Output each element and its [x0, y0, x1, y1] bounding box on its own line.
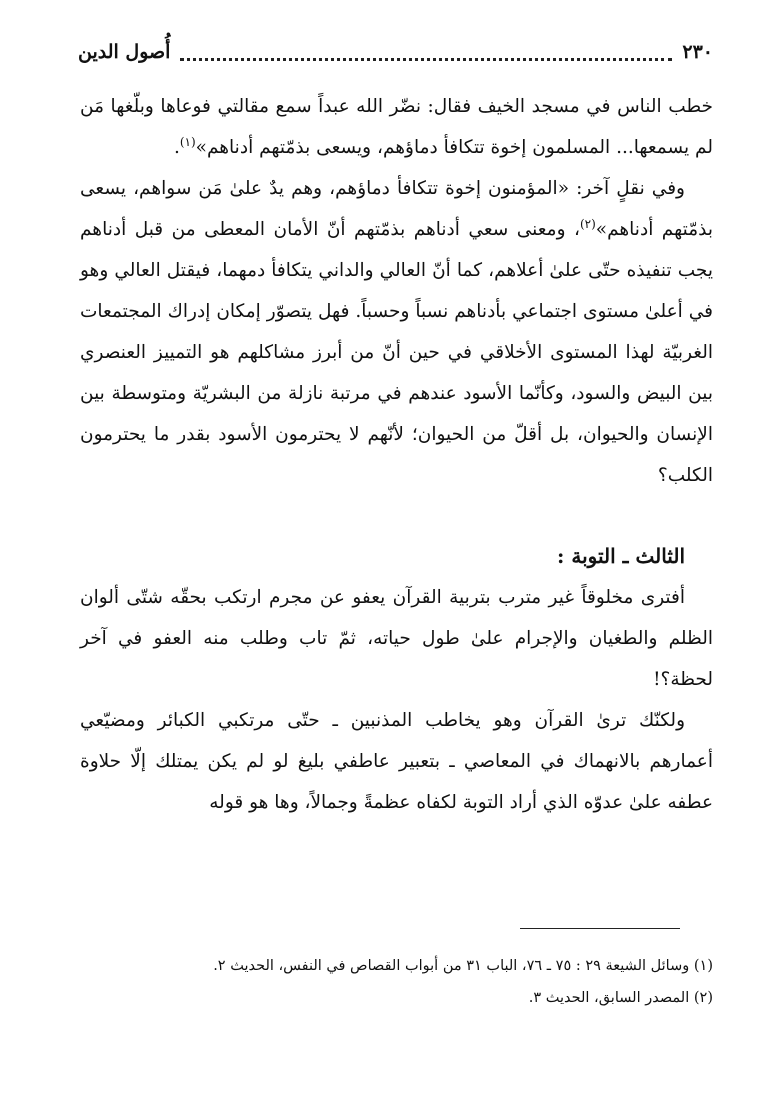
footnote-2: (٢) المصدر السابق، الحديث ٣. [528, 990, 713, 1006]
paragraph-2-text-b: ، ومعنى سعي أدناهم بذمّتهم أنّ الأمان المعطى من قبل أدناهم يجب تنفيذه حتّى علىٰ أعلاهم، كما أنّ العالي والداني يتكافأ دمهما، فيقتل العالي وهو في أعلىٰ مستوى اجتماعي بأدناهم نسباً وحسباً. فهل يتصوّر إمكان إدراك المجتمعات الغربيّة لهذا المستوى الأخلاقي في حين أنّ من أبرز مشاكلهم هو التمييز العنصري بين البيض والسود، وكأنّما الأسود عندهم في مرتبة نازلة من البشريّة ومتوسطة بين الإنسان والحيوان، بل أقلّ من الحيوان؛ لأنّهم لا يحترمون الأسود بقدر ما يحترمون الكلب؟ [80, 219, 713, 486]
footnote-ref-2: (٢) [579, 216, 596, 231]
footnote-1: (١) وسائل الشيعة ٢٩ : ٧٥ ـ ٧٦، الباب ٣١ من أبواب القصاص في النفس، الحديث ٢. [213, 958, 713, 974]
header-dot-leader [180, 38, 672, 61]
paragraph-3: أفترى مخلوقاً غير مترب بتربية القرآن يعفو عن مجرم ارتكب بحقّه شتّى ألوان الظلم والطغيان والإجرام علىٰ طول حياته، ثمّ تاب وطلب منه العفو في آخر لحظة؟! [80, 587, 713, 690]
footnotes [80, 950, 713, 1014]
book-title: أُصول الدين [78, 41, 171, 63]
footnote-ref-1: (١) [179, 134, 196, 149]
paragraph-2 [80, 168, 713, 496]
paragraph-4: ولكنّك ترىٰ القرآن وهو يخاطب المذنبين ـ حتّى مرتكبي الكبائر ومضيّعي أعمارهم بالانهماك في المعاصي ـ بتعبير عاطفي بليغ لو لم يكن يمتلك إلّا حلاوة عطفه علىٰ عدوّه الذي أراد التوبة لكفاه عظمةً وجمالاً، وها هو قوله [80, 710, 713, 813]
paragraph-1 [80, 86, 713, 168]
main-text [80, 86, 713, 823]
page-number: ٢٣٠ [682, 41, 713, 63]
section-heading: الثالث ـ التوبة : [557, 544, 685, 568]
footnote-separator [520, 928, 680, 929]
paragraph-2-text-a: وفي نقلٍ آخر: «المؤمنون إخوة تتكافأ دماؤهم، وهم يدٌ علىٰ مَن سواهم، يسعى بذمّتهم أدناهم» [80, 178, 713, 240]
running-header [78, 32, 713, 72]
paragraph-1-text: خطب الناس في مسجد الخيف فقال: نضّر الله عبداً سمع مقالتي فوعاها وبلّغها مَن لم يسمعها... المسلمون إخوة تتكافأ دماؤهم، ويسعى بذمّتهم أدناهم» [80, 96, 713, 158]
paragraph-1-end: . [173, 137, 180, 158]
